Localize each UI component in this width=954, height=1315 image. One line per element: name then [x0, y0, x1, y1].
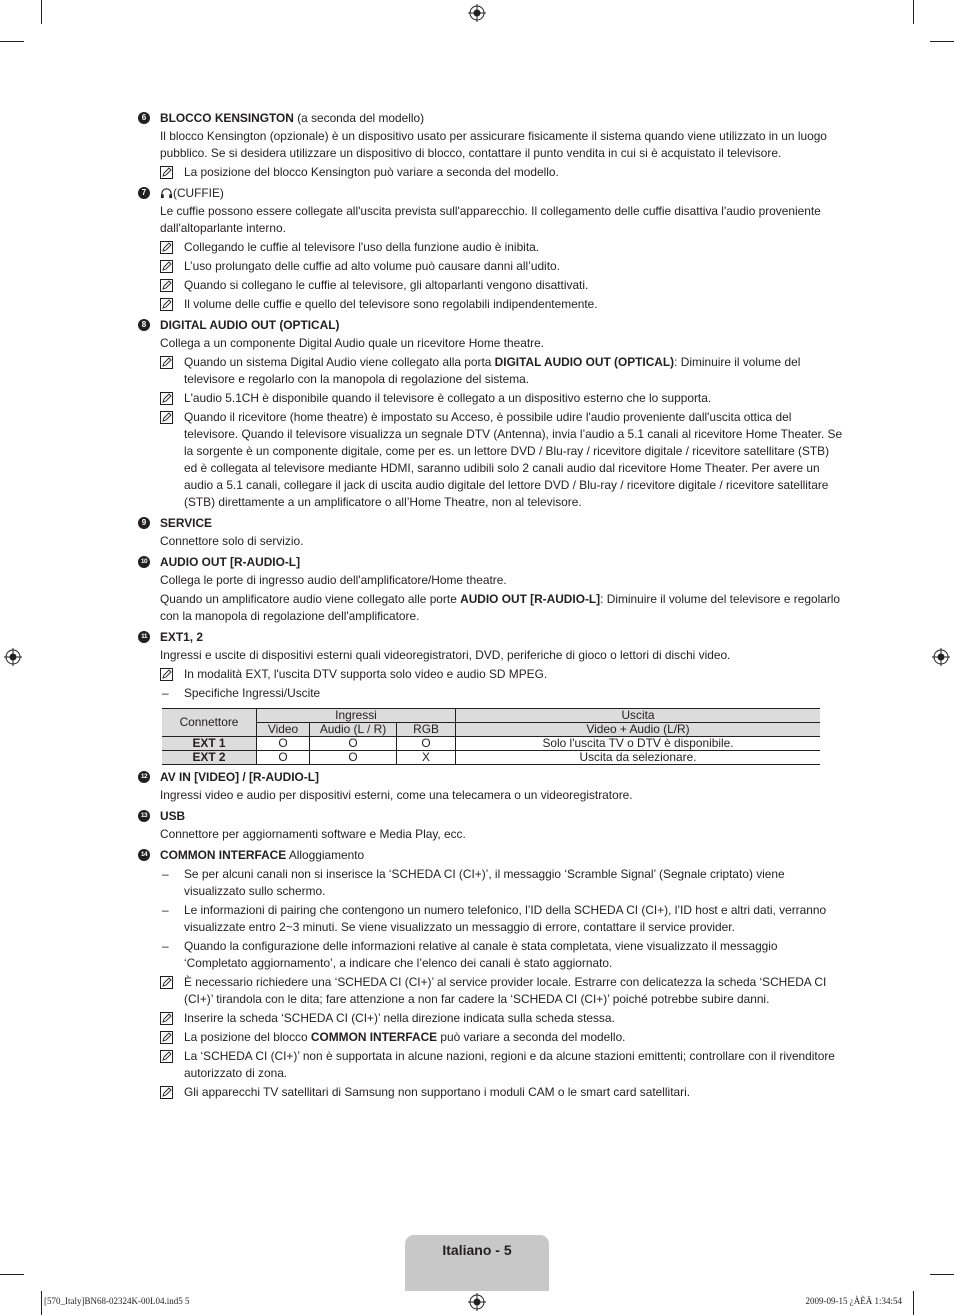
- note-text: Quando si collegano le cuffie al televisore, gli altoparlanti vengono disattivati.: [184, 278, 589, 292]
- dash-text: Le informazioni di pairing che contengono un numero telefonico, l’ID della SCHEDA CI (CI+), l’ID host e altri dati, verranno visualizzate entro 2~3 minuti. Se viene visualizzato un messaggio di errore, contattare il service provider.: [184, 903, 827, 934]
- note-pencil-icon: [160, 260, 173, 273]
- crop-mark: [930, 1274, 954, 1275]
- page-number-label: Italiano - 5: [442, 1242, 512, 1258]
- body-text: Quando un amplificatore audio viene collegato alle porte: [160, 592, 461, 606]
- section-title: SERVICE: [160, 516, 212, 530]
- section-title: EXT1, 2: [160, 630, 203, 644]
- section-body: Collega le porte di ingresso audio dell'amplificatore/Home theatre.: [160, 573, 507, 587]
- note: [160, 277, 844, 294]
- section-title: COMMON INTERFACE: [160, 848, 287, 862]
- section-body: Collega a un componente Digital Audio quale un ricevitore Home theatre.: [160, 336, 545, 350]
- note: [160, 390, 844, 407]
- registration-mark-icon: [468, 1293, 486, 1311]
- note-text: La posizione del blocco Kensington può variare a seconda del modello.: [184, 165, 559, 179]
- crop-mark: [913, 1291, 914, 1315]
- note-text: può variare a seconda del modello.: [437, 1030, 626, 1044]
- file-slug: [570_Italy]BN68-02324K-00L04.ind5 5: [44, 1296, 190, 1306]
- section-number: 9: [138, 517, 150, 529]
- note: [160, 239, 844, 256]
- io-spec-table: [162, 708, 820, 765]
- crop-mark: [0, 41, 24, 42]
- note-text: : Diminuire il volume del televisore e regolarlo con la manopola di regolazione del sistema.: [184, 355, 801, 386]
- section-title-suffix: Alloggiamento: [286, 848, 365, 862]
- note-text: La posizione del blocco: [184, 1030, 311, 1044]
- page-content: [138, 110, 844, 1101]
- section-title: AUDIO OUT [R-AUDIO-L]: [160, 555, 301, 569]
- section-number: 7: [138, 187, 150, 199]
- note-text: Quando il ricevitore (home theatre) è impostato su Acceso, è possibile udire l'audio proveniente dall'uscita ottica del televisore. Quando il televisore visualizza un segnale DTV (Antenna), invia l’audio a 5.1 canali al ricevitore Home Theater. Se la sorgente è un componente digitale, come per es. un lettore DVD / Blu-ray / ricevitore digitale / ricevitore satellitare (STB) ed è collegata al televisore mediante HDMI, saranno udibili solo 2 canali audio dal ricevitore Home Theater. Per avere un audio a 5.1 canali, collegare il jack di uscita audio digitale del lettore DVD / Blu-ray / ricevitore digitale / ricevitore satellitare (STB) direttamente a un amplificatore o all’Home Theatre, non al televisore.: [184, 410, 843, 509]
- headphone-icon: [160, 187, 173, 199]
- note-text: È necessario richiedere una ‘SCHEDA CI (CI+)’ al service provider locale. Estrarre con delicatezza la scheda ‘SCHEDA CI (CI+)’ tirandola con le dita; fare attenzione a non far cadere la ‘SCHEDA CI (CI+)’ poiché potrebbe subire danni.: [184, 975, 827, 1006]
- section-number: 6: [138, 112, 150, 124]
- table-cell: O: [257, 737, 310, 751]
- note: [160, 258, 844, 275]
- note-pencil-icon: [160, 1086, 173, 1099]
- crop-mark: [913, 0, 914, 24]
- section-title: BLOCCO KENSINGTON: [160, 111, 294, 125]
- section-number: 10: [138, 556, 150, 568]
- table-row: [162, 737, 820, 751]
- table-cell: O: [310, 737, 397, 751]
- dash-mark: –: [162, 903, 169, 917]
- section-title: AV IN [VIDEO] / [R-AUDIO-L]: [160, 770, 319, 784]
- section-digital-audio: [138, 317, 844, 511]
- table-cell: O: [310, 751, 397, 765]
- section-body: Ingressi video e audio per dispositivi esterni, come una telecamera o un videoregistratore.: [160, 788, 633, 802]
- dash-mark: –: [162, 939, 169, 953]
- note: [160, 1029, 844, 1046]
- note-text: L'audio 5.1CH è disponibile quando il televisore è collegato a un dispositivo esterno che lo supporta.: [184, 391, 712, 405]
- note-pencil-icon: [160, 668, 173, 681]
- note-pencil-icon: [160, 1031, 173, 1044]
- table-header-cell: RGB: [397, 723, 456, 737]
- table-header-cell: Uscita: [456, 709, 821, 723]
- dash-item: [160, 938, 844, 972]
- registration-mark-icon: [468, 4, 486, 22]
- section-headphones: [138, 185, 844, 313]
- section-body: Connettore solo di servizio.: [160, 534, 304, 548]
- section-service: [138, 515, 844, 550]
- note-pencil-icon: [160, 279, 173, 292]
- table-cell: EXT 1: [162, 737, 257, 751]
- note: [160, 354, 844, 388]
- section-title: DIGITAL AUDIO OUT (OPTICAL): [160, 318, 340, 332]
- dash-item: [160, 902, 844, 936]
- note: [160, 1010, 844, 1027]
- note: [160, 1048, 844, 1082]
- section-number: 11: [138, 631, 150, 643]
- note: [160, 974, 844, 1008]
- section-usb: [138, 808, 844, 843]
- note-text: Il volume delle cuffie e quello del televisore sono regolabili indipendentemente.: [184, 297, 598, 311]
- section-title: (CUFFIE): [173, 186, 224, 200]
- registration-mark-icon: [932, 648, 950, 666]
- section-number: 12: [138, 771, 150, 783]
- section-audio-out: [138, 554, 844, 625]
- note-pencil-icon: [160, 411, 173, 424]
- crop-mark: [930, 41, 954, 42]
- section-kensington: [138, 110, 844, 181]
- note-bold-text: DIGITAL AUDIO OUT (OPTICAL): [494, 355, 675, 369]
- table-cell: X: [397, 751, 456, 765]
- section-body: Le cuffie possono essere collegate all'uscita prevista sull'apparecchio. Il collegamento delle cuffie disattiva l'audio proveniente dall'altoparlante interno.: [160, 204, 821, 235]
- section-number: 8: [138, 319, 150, 331]
- table-header-cell: Audio (L / R): [310, 723, 397, 737]
- section-body: Il blocco Kensington (opzionale) è un dispositivo usato per assicurare fisicamente il sistema quando viene utilizzato in un luogo pubblico. Se si desidera utilizzare un dispositivo di blocco, contattare il punto vendita in cui si è acquistato il televisore.: [160, 129, 827, 160]
- note-text: Quando un sistema Digital Audio viene collegato alla porta: [184, 355, 495, 369]
- note-text: In modalità EXT, l'uscita DTV supporta solo video e audio SD MPEG.: [184, 667, 548, 681]
- note-pencil-icon: [160, 1012, 173, 1025]
- dash-text: Quando la configurazione delle informazioni relative al canale è stata completata, viene visualizzato il messaggio ‘Completato aggiornamento’, a indicare che l’elenco dei canali è stato aggiornato.: [184, 939, 778, 970]
- note-text: Collegando le cuffie al televisore l'uso della funzione audio è inibita.: [184, 240, 540, 254]
- note: [160, 1084, 844, 1101]
- note-pencil-icon: [160, 356, 173, 369]
- table-header-cell: Video + Audio (L/R): [456, 723, 821, 737]
- table-cell: O: [397, 737, 456, 751]
- note-bold-text: COMMON INTERFACE: [310, 1030, 438, 1044]
- note-pencil-icon: [160, 298, 173, 311]
- table-header-cell: Video: [257, 723, 310, 737]
- table-header-row: [162, 709, 820, 723]
- table-cell: O: [257, 751, 310, 765]
- section-common-interface: [138, 847, 844, 1101]
- section-title-suffix: (a seconda del modello): [293, 111, 425, 125]
- dash-text: Specifiche Ingressi/Uscite: [184, 686, 321, 700]
- note-pencil-icon: [160, 166, 173, 179]
- note-pencil-icon: [160, 241, 173, 254]
- table-row: [162, 751, 820, 765]
- table-cell: Solo l'uscita TV o DTV è disponibile.: [456, 737, 821, 751]
- registration-mark-icon: [4, 648, 22, 666]
- dash-text: Se per alcuni canali non si inserisce la ‘SCHEDA CI (CI+)’, il messaggio ‘Scramble Signal’ (Segnale criptato) viene visualizzato sullo schermo.: [184, 867, 785, 898]
- section-av-in: [138, 769, 844, 804]
- table-cell: Uscita da selezionare.: [456, 751, 821, 765]
- note-pencil-icon: [160, 392, 173, 405]
- note: [160, 164, 844, 181]
- table-header-cell: Ingressi: [257, 709, 456, 723]
- body-text: : Diminuire il volume del televisore e regolarlo con la manopola di regolazione dell'amplificatore.: [160, 592, 841, 623]
- section-ext: [138, 629, 844, 702]
- dash-item: [160, 685, 844, 702]
- section-body: Ingressi e uscite di dispositivi esterni quali videoregistratori, DVD, periferiche di gioco o lettori di dischi video.: [160, 648, 731, 662]
- section-body: [160, 591, 844, 625]
- note: [160, 666, 844, 683]
- section-number: 14: [138, 849, 150, 861]
- crop-mark: [41, 0, 42, 24]
- table-cell: EXT 2: [162, 751, 257, 765]
- note-text: La ‘SCHEDA CI (CI+)’ non è supportata in alcune nazioni, regioni e da alcune stazioni emittenti; controllare con il rivenditore autorizzato di zona.: [184, 1049, 835, 1080]
- note-pencil-icon: [160, 976, 173, 989]
- note-text: Inserire la scheda ‘SCHEDA CI (CI+)’ nella direzione indicata sulla scheda stessa.: [184, 1011, 615, 1025]
- dash-mark: –: [162, 686, 169, 700]
- note-text: Gli apparecchi TV satellitari di Samsung non supportano i moduli CAM o le smart card satellitari.: [184, 1085, 691, 1099]
- dash-mark: –: [162, 867, 169, 881]
- print-timestamp: 2009-09-15 ¿ÀÈÄ 1:34:54: [805, 1296, 902, 1306]
- section-title: USB: [160, 809, 186, 823]
- note: [160, 409, 844, 511]
- table-header-row: [162, 723, 820, 737]
- dash-item: [160, 866, 844, 900]
- table-header-cell: Connettore: [162, 709, 257, 737]
- crop-mark: [0, 1274, 24, 1275]
- note: [160, 296, 844, 313]
- note-text: L’uso prolungato delle cuffie ad alto volume può causare danni all’udito.: [184, 259, 560, 273]
- crop-mark: [41, 1291, 42, 1315]
- section-number: 13: [138, 810, 150, 822]
- body-bold-text: AUDIO OUT [R-AUDIO-L]: [460, 592, 601, 606]
- note-pencil-icon: [160, 1050, 173, 1063]
- section-body: Connettore per aggiornamenti software e Media Play, ecc.: [160, 827, 466, 841]
